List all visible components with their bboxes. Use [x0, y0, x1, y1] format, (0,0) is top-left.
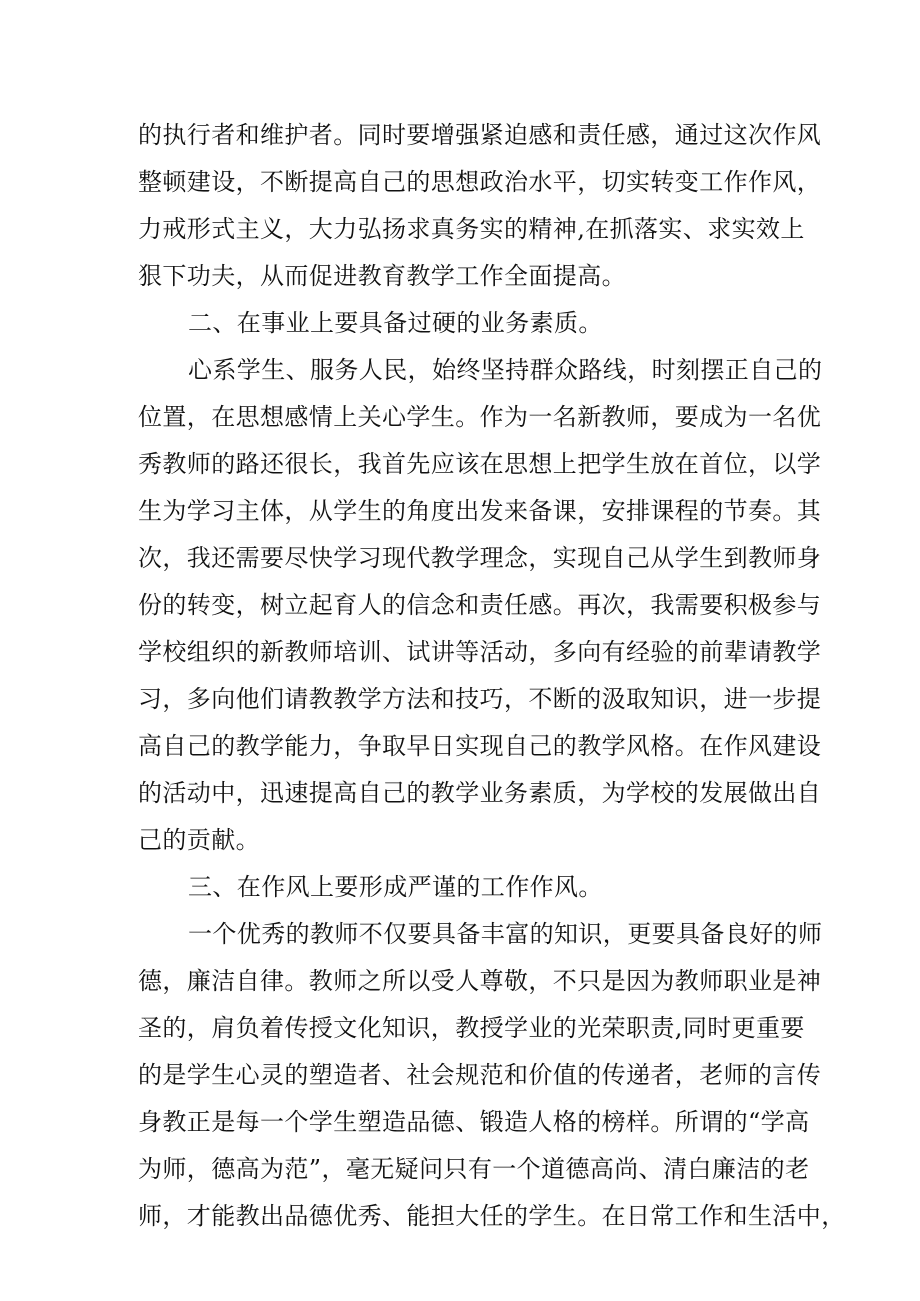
text-line: 狠下功夫，从而促进教育教学工作全面提高。	[138, 262, 626, 290]
text-line: 为师，德高为范”，毫无疑问只有一个道德高尚、清白廉洁的老	[138, 1155, 810, 1183]
text-line: 份的转变，树立起育人的信念和责任感。再次，我需要积极参与	[138, 591, 822, 619]
text-line: 习，多向他们请教教学方法和技巧，不断的汲取知识，进一步提	[138, 685, 822, 713]
text-line: 学校组织的新教师培训、试讲等活动，多向有经验的前辈请教学	[138, 638, 822, 666]
text-line: 生为学习主体，从学生的角度出发来备课，安排课程的节奏。其	[138, 497, 822, 525]
text-line: 的活动中，迅速提高自己的教学业务素质，为学校的发展做出自	[138, 779, 822, 807]
text-line: 的是学生心灵的塑造者、社会规范和价值的传递者，老师的言传	[138, 1061, 822, 1089]
paragraph-start-line: 一个优秀的教师不仅要具备丰富的知识，更要具备良好的师	[188, 920, 823, 948]
text-line: 师，才能教出品德优秀、能担大任的学生。在日常工作和生活中，	[138, 1202, 846, 1230]
text-line: 德，廉洁自律。教师之所以受人尊敬，不只是因为教师职业是神	[138, 967, 822, 995]
document-body	[138, 112, 846, 1240]
text-line: 整顿建设，不断提高自己的思想政治水平，切实转变工作作风，	[138, 168, 822, 196]
text-line: 次，我还需要尽快学习现代教学理念，实现自己从学生到教师身	[138, 544, 822, 572]
text-line: 己的贡献。	[138, 826, 260, 854]
paragraph-start-line: 三、在作风上要形成严谨的工作作风。	[188, 873, 603, 901]
text-line: 身教正是每一个学生塑造品德、锻造人格的榜样。所谓的“学高	[138, 1108, 810, 1136]
text-line: 圣的，肩负着传授文化知识，教授学业的光荣职责,同时更重要	[138, 1014, 805, 1042]
paragraph-start-line: 二、在事业上要具备过硬的业务素质。	[188, 309, 603, 337]
text-line: 高自己的教学能力，争取早日实现自己的教学风格。在作风建设	[138, 732, 822, 760]
text-line: 秀教师的路还很长，我首先应该在思想上把学生放在首位，以学	[138, 450, 822, 478]
text-line: 位置，在思想感情上关心学生。作为一名新教师，要成为一名优	[138, 403, 822, 431]
text-line: 力戒形式主义，大力弘扬求真务实的精神,在抓落实、求实效上	[138, 215, 805, 243]
paragraph-start-line: 心系学生、服务人民，始终坚持群众路线，时刻摆正自己的	[188, 356, 823, 384]
text-line: 的执行者和维护者。同时要增强紧迫感和责任感，通过这次作风	[138, 121, 822, 149]
